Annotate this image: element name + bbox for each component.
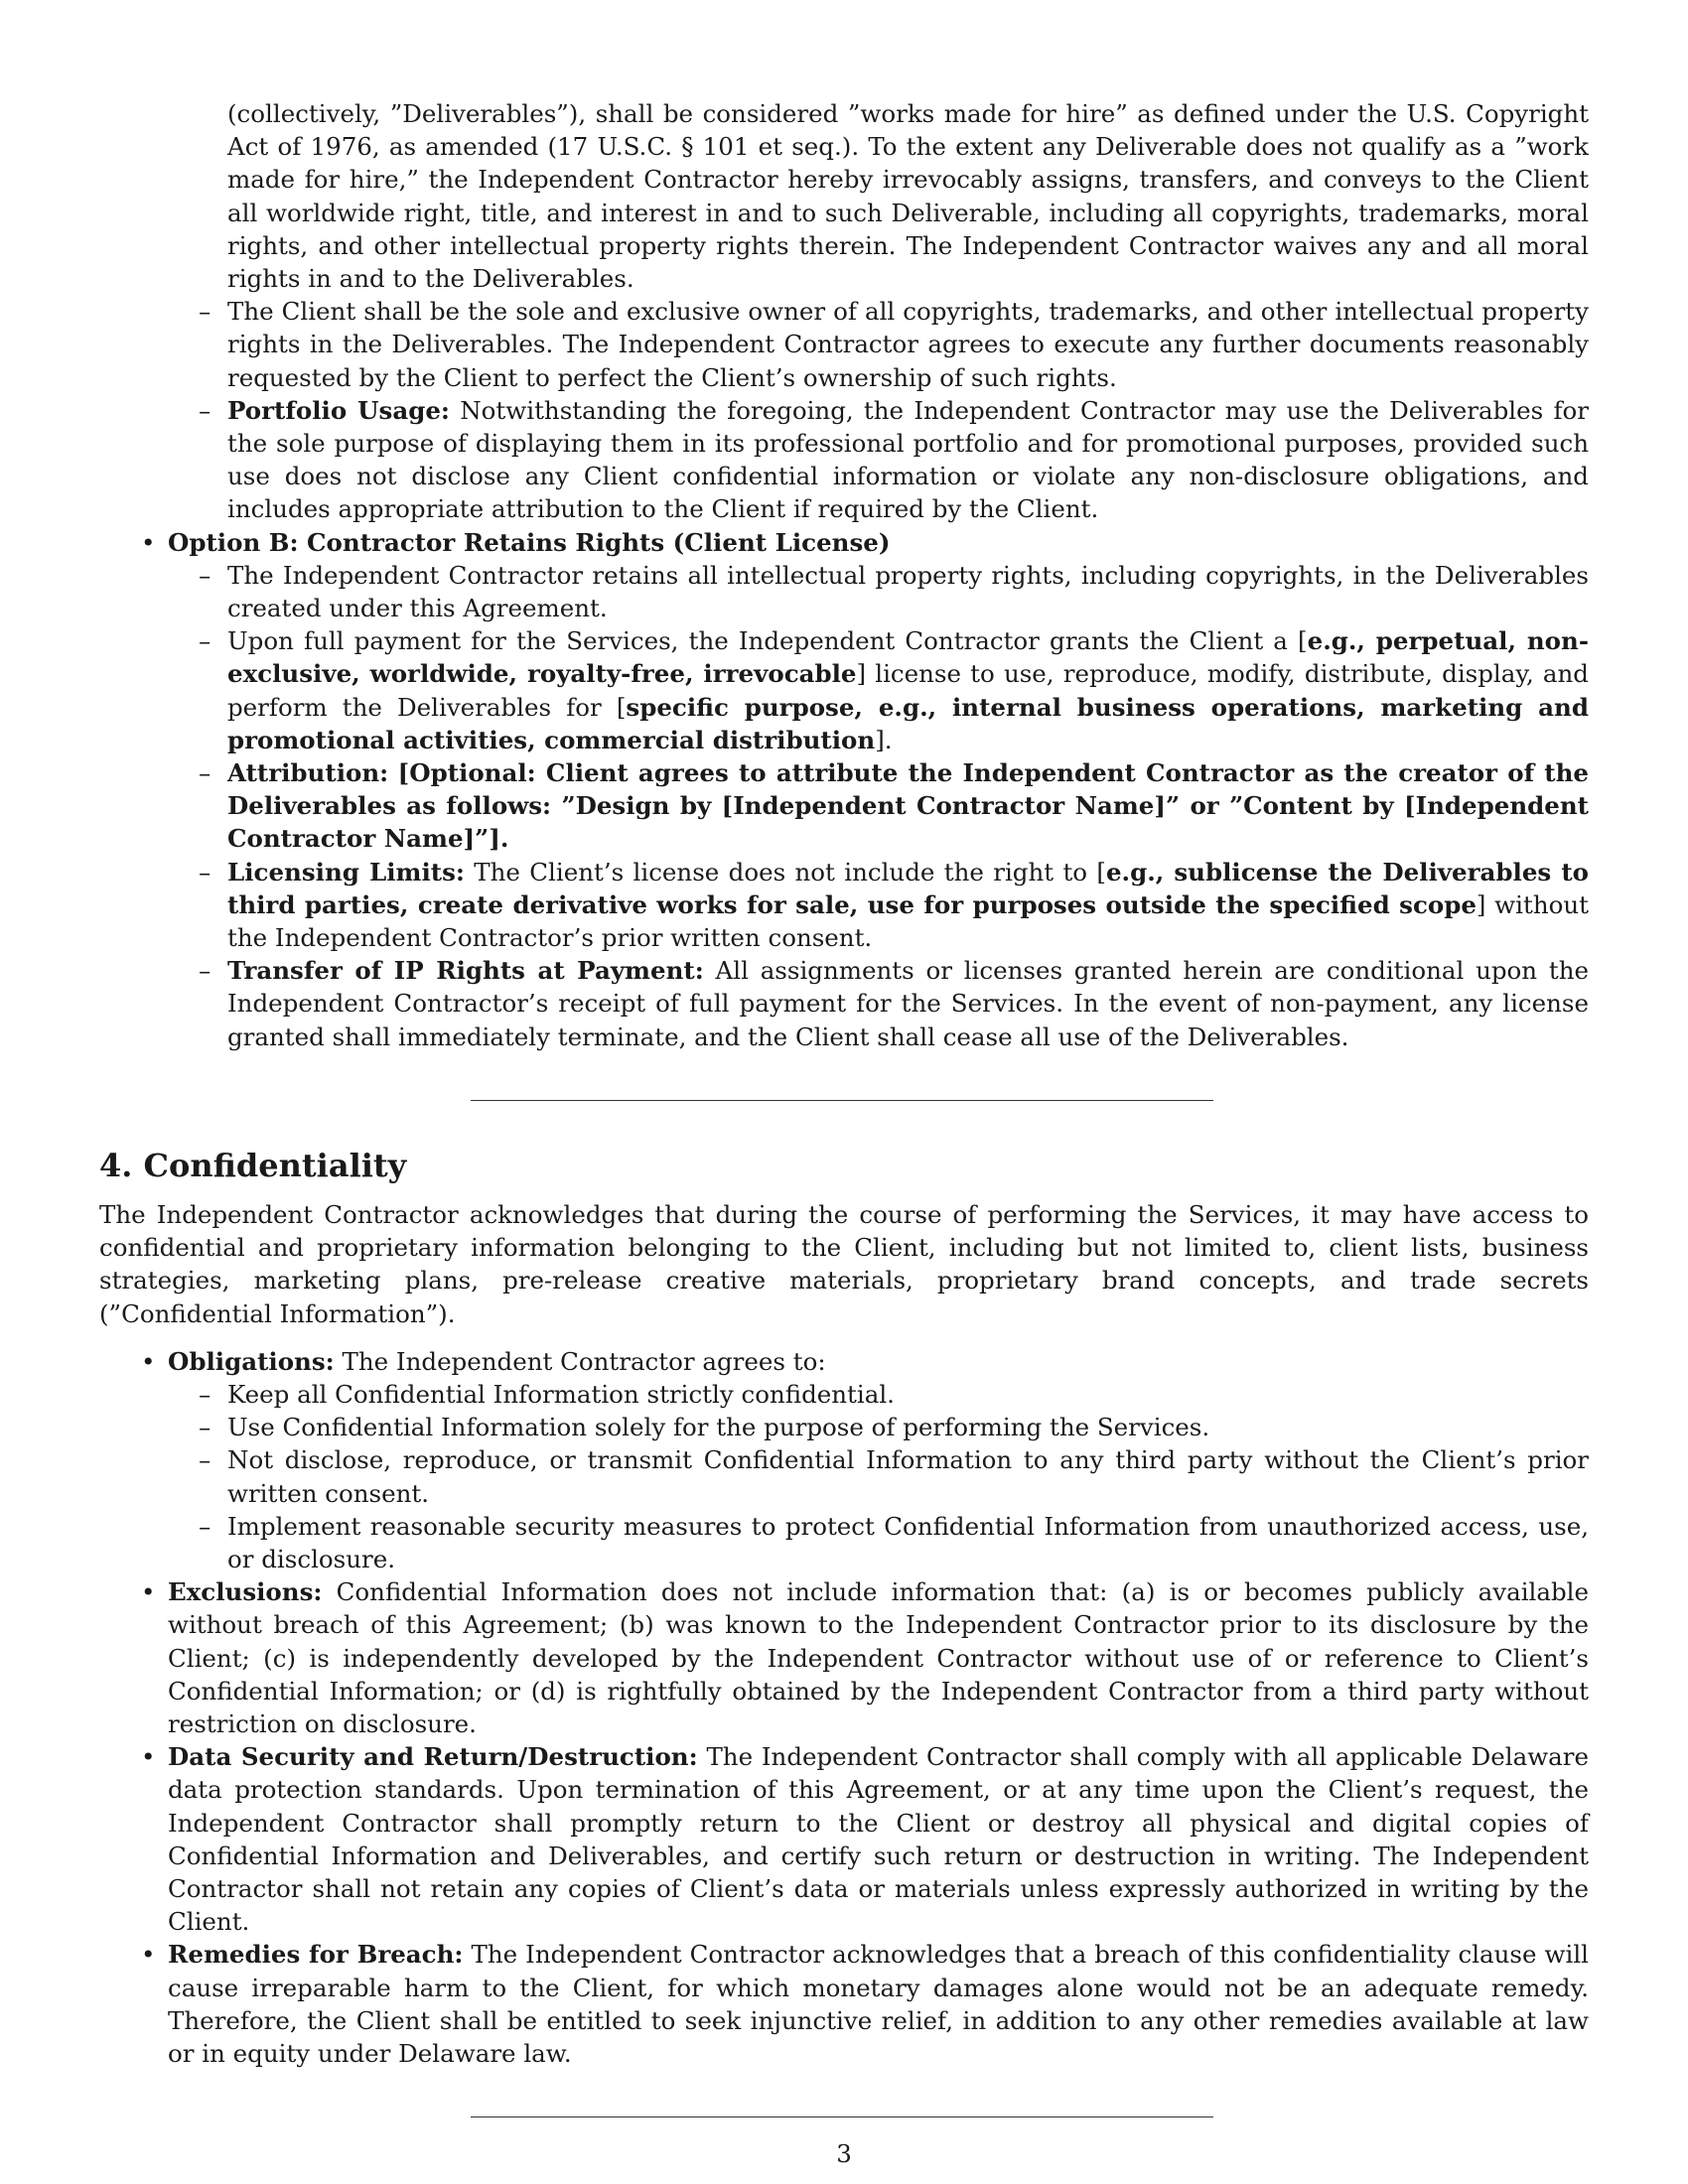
option-b-limits-item <box>199 856 1589 955</box>
limits-label: Licensing Limits: <box>227 857 465 887</box>
exclusions-item <box>141 1575 1589 1740</box>
data-security-text: The Independent Contractor shall comply with all applicable Delaware data protection standards. Upon termination of this Agreement, or at any time upon the Client’s request, the Independent Contractor shall promptly return to the Client or destroy all physical and digital copies of Confidential Information and Deliverables, and certify such return or destruction in writing. The Independent Contractor shall not retain any copies of Client’s data or materials unless expressly authorized in writing by the Client. <box>168 1742 1589 1937</box>
dash-marker: – <box>199 1413 211 1442</box>
obligations-label: Obligations: <box>168 1346 335 1376</box>
section-heading-confidentiality: 4. Confidentiality <box>99 1146 407 1184</box>
obligation-sub-item <box>199 1443 1589 1509</box>
page-number: 3 <box>836 2139 852 2168</box>
portfolio-text: Notwithstanding the foregoing, the Independent Contractor may use the Deliverables for the sole purpose of displaying them in its professional portfolio and for promotional purposes, provided such use does not disclose any Client confidential information or violate any non-disclosure obligations, and includes appropriate attribution to the Client if required by the Client. <box>227 395 1589 524</box>
limits-text-1: The Client’s license does not include the right to [ <box>474 857 1106 887</box>
dash-marker: – <box>199 1445 211 1475</box>
dash-marker: – <box>199 560 211 590</box>
obligation-text: Not disclose, reproduce, or transmit Confidential Information to any third party without the Client’s prior written consent. <box>227 1445 1589 1508</box>
retains-text: The Independent Contractor retains all intellectual property rights, including copyrights, in the Deliverables created under this Agreement. <box>227 560 1589 623</box>
option-b-grant-item <box>199 624 1589 756</box>
grant-placeholder-2: specific purpose, e.g., internal business operations, marketing and promotional activities, commercial distribution <box>227 692 1589 754</box>
dash-marker: – <box>199 956 211 986</box>
ownership-text: The Client shall be the sole and exclusive owner of all copyrights, trademarks, and other intellectual property rights in the Deliverables. The Independent Contractor agrees to execute any further documents reasonably requested by the Client to perfect the Client’s ownership of such rights. <box>227 297 1589 392</box>
limits-text-2: ] without the Independent Contractor’s prior written consent. <box>227 889 1589 953</box>
confidentiality-intro: The Independent Contractor acknowledges that during the course of performing the Services, it may have access to confidential and proprietary information belonging to the Client, including but not limited to, client lists, business strategies, marketing plans, pre-release creative materials, proprietary brand concepts, and trade secrets (”Confidential Information”). <box>99 1199 1589 1328</box>
data-security-item <box>141 1740 1589 1938</box>
grant-text-3: ]. <box>875 725 893 754</box>
dash-marker: – <box>199 395 211 425</box>
obligation-sub-item <box>199 1378 1589 1411</box>
dash-marker: – <box>199 857 211 887</box>
bullet-marker: • <box>141 1742 156 1772</box>
exclusions-text: Confidential Information does not include information that: (a) is or becomes publicly available without breach of this Agreement; (b) was known to the Independent Contractor prior to its disclosure by the Client; (c) is independently developed by the Independent Contractor without use of or reference to Client’s Confidential Information; or (d) is rightfully obtained by the Independent Contractor from a third party without restriction on disclosure. <box>168 1577 1589 1738</box>
transfer-label: Transfer of IP Rights at Payment: <box>227 956 704 986</box>
grant-text-2: ] license to use, reproduce, modify, distribute, display, and perform the Deliverables for [ <box>227 659 1589 722</box>
option-a-ownership-item <box>199 295 1589 394</box>
dash-marker: – <box>199 626 211 656</box>
obligations-item <box>141 1345 1589 1378</box>
grant-text-1: Upon full payment for the Services, the Independent Contractor grants the Client a [ <box>227 626 1308 656</box>
section-divider <box>471 1100 1213 1101</box>
dash-marker: – <box>199 1511 211 1541</box>
exclusions-label: Exclusions: <box>168 1577 323 1607</box>
obligations-text: The Independent Contractor agrees to: <box>342 1346 826 1376</box>
obligation-sub-item <box>199 1510 1589 1575</box>
obligation-text: Use Confidential Information solely for the purpose of performing the Services. <box>227 1413 1210 1442</box>
attribution-text: [Optional: Client agrees to attribute the Independent Contractor as the creator of the Deliverables as follows: ”Design by [Independent Contractor Name]” or ”Content by [Independent Contractor Name]”]. <box>227 758 1590 854</box>
dash-marker: – <box>199 1379 211 1409</box>
dash-marker: – <box>199 758 211 788</box>
option-b-attribution-item <box>199 756 1590 856</box>
option-a-continuation <box>227 97 1589 295</box>
bullet-marker: • <box>141 1577 156 1607</box>
data-security-label: Data Security and Return/Destruction: <box>168 1742 698 1772</box>
option-b-transfer-item <box>199 954 1589 1053</box>
limits-placeholder: e.g., sublicense the Deliverables to third parties, create derivative works for sale, use for purposes outside the specified scope <box>227 857 1589 919</box>
attribution-label: Attribution: <box>227 758 389 788</box>
remedies-item <box>141 1938 1589 2070</box>
document-page <box>99 97 1589 2117</box>
obligation-text: Keep all Confidential Information strictly confidential. <box>227 1379 895 1409</box>
bullet-marker: • <box>141 1346 156 1376</box>
obligation-text: Implement reasonable security measures to protect Confidential Information from unauthorized access, use, or disclosure. <box>227 1511 1589 1573</box>
option-b-retains-item <box>199 559 1589 624</box>
remedies-label: Remedies for Breach: <box>168 1940 464 1970</box>
obligation-sub-item <box>199 1411 1589 1443</box>
grant-placeholder-1: e.g., perpetual, non-exclusive, worldwide, royalty-free, irrevocable <box>227 626 1589 689</box>
section-divider <box>471 2116 1213 2117</box>
option-b-heading: Option B: Contractor Retains Rights (Client License) <box>168 527 891 557</box>
works-for-hire-text: (collectively, ”Deliverables”), shall be considered ”works made for hire” as defined under the U.S. Copyright Act of 1976, as amended (17 U.S.C. § 101 et seq.). To the extent any Deliverable does not qualify as a ”work made for hire,” the Independent Contractor hereby irrevocably assigns, transfers, and conveys to the Client all worldwide right, title, and interest in and to such Deliverable, including all copyrights, trademarks, moral rights, and other intellectual property rights therein. The Independent Contractor waives any and all moral rights in and to the Deliverables. <box>227 99 1589 294</box>
dash-marker: – <box>199 297 211 327</box>
option-a-portfolio-item <box>199 394 1589 526</box>
bullet-marker: • <box>141 527 156 557</box>
remedies-text: The Independent Contractor acknowledges that a breach of this confidentiality clause will cause irreparable harm to the Client, for which monetary damages alone would not be an adequate remedy. Therefore, the Client shall be entitled to seek injunctive relief, in addition to any other remedies available at law or in equity under Delaware law. <box>168 1940 1589 2068</box>
option-b-item <box>141 526 1589 559</box>
portfolio-label: Portfolio Usage: <box>227 395 450 425</box>
bullet-marker: • <box>141 1940 156 1970</box>
transfer-text: All assignments or licenses granted herein are conditional upon the Independent Contractor’s receipt of full payment for the Services. In the event of non-payment, any license granted shall immediately terminate, and the Client shall cease all use of the Deliverables. <box>227 956 1589 1051</box>
